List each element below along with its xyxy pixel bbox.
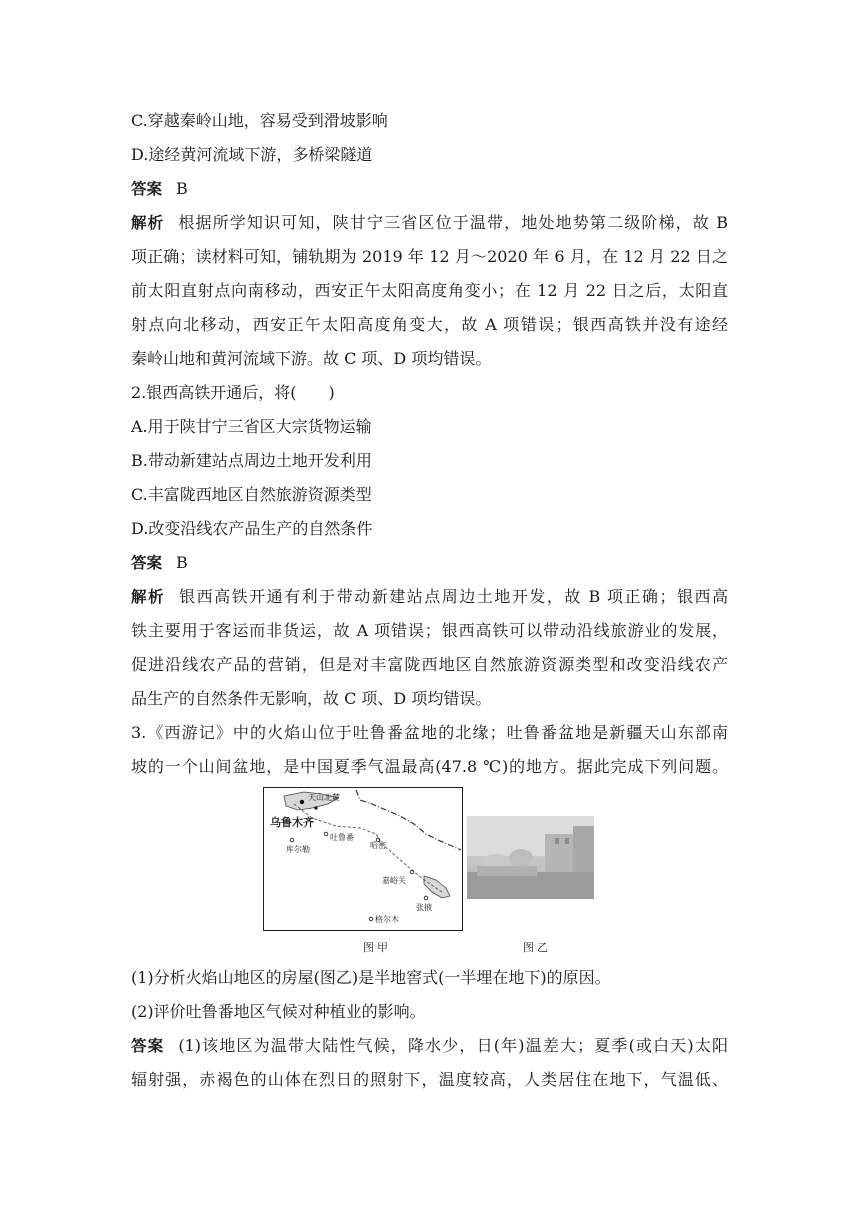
analysis-text: 银西高铁开通有利于带动新建站点周边土地开发，故 B 项正确；银西高 [179,587,728,606]
map-label-urumqi: 乌鲁木齐 [270,816,314,829]
city-dot [314,806,317,809]
option-d: D.途经黄河流域下游，多桥梁隧道 [131,145,373,164]
option-c: C.丰富陇西地区自然旅游资源类型 [131,485,372,504]
city-dot [324,832,328,836]
analysis-line: 射点向北移动，西安正午太阳高度角变大，故 A 项错误；银西高铁并没有途经 [131,315,728,334]
analysis-line: 铁主要用于客运而非货运，故 A 项错误；银西高铁可以带动沿线旅游业的发展， [131,621,728,640]
analysis-line: 前太阳直射点向南移动，西安正午太阳高度角变小；在 12 月 22 日之后，太阳直 [131,281,728,300]
city-dot [424,896,428,900]
house-photo-svg [467,816,594,899]
analysis-line: 品生产的自然条件无影响，故 C 项、D 项均错误。 [131,689,492,708]
map-label-korla: 库尔勒 [286,845,310,854]
analysis-line [131,586,728,608]
analysis-text: 根据所学知识可知，陕甘宁三省区位于温带，地处地势第二级阶梯，故 B [178,213,728,232]
option-b: B.带动新建站点周边土地开发利用 [131,451,372,470]
map-label-golmud: 格尔木 [375,915,399,924]
option-c: C.穿越秦岭山地，容易受到滑坡影响 [131,111,388,130]
map-label-jiayuguan: 嘉峪关 [382,876,406,885]
city-dot [369,917,373,921]
option-d: D.改变沿线农产品生产的自然条件 [131,519,373,538]
map-label-zhangye: 张掖 [416,903,432,912]
answer-label: 答案 [131,180,163,198]
analysis-line: 秦岭山地和黄河流域下游。故 C 项、D 项均错误。 [131,349,492,368]
answer-label: 答案 [131,554,163,572]
answer-value: B [176,179,188,198]
house-photo [467,816,594,899]
answer-line-2 [131,552,188,574]
map-label-hami: 哈密 [370,841,386,850]
answer-label: 答案 [131,1037,165,1055]
answer-text: (1)该地区为温带大陆性气候，降水少，日(年)温差大；夏季(或白天)太阳 [178,1036,728,1055]
question-2: 2.银西高铁开通后，将( ) [131,383,335,402]
analysis-label: 解析 [131,588,166,606]
answer-line-1 [131,178,188,200]
map-label-tianshan: 天山北麓 [308,793,340,802]
answer-value: B [176,553,188,572]
analysis-line: 项正确；读材料可知，铺轨期为 2019 年 12 月～2020 年 6 月，在 12 月 22 日之 [131,247,728,266]
option-a: A.用于陕甘宁三省区大宗货物运输 [131,417,372,436]
question-3-cont: 坡的一个山间盆地，是中国夏季气温最高(47.8 ℃)的地方。据此完成下列问题。 [131,757,728,776]
sub-question-2: (2)评价吐鲁番地区气候对种植业的影响。 [131,1002,426,1021]
sub-question-1: (1)分析火焰山地区的房屋(图乙)是半地窖式(一半埋在地下)的原因。 [131,968,611,987]
analysis-line [131,212,728,234]
railway-line [294,804,442,892]
hexi-shape [424,876,450,898]
answer-line: 辐射强，赤褐色的山体在烈日的照射下，温度较高，人类居住在地下，气温低、 [131,1070,728,1089]
answer-line-3 [131,1035,728,1057]
map-label-turpan: 吐鲁番 [330,833,354,842]
question-3: 3.《西游记》中的火焰山位于吐鲁番盆地的北缘；吐鲁番盆地是新疆天山东部南 [131,723,728,742]
map-svg [264,788,462,930]
caption-fig-a: 图甲 [363,941,391,954]
caption-fig-b: 图乙 [523,941,551,954]
analysis-label: 解析 [131,214,165,232]
city-dot [290,838,294,842]
city-dot [300,800,304,804]
map-figure [263,787,463,931]
analysis-line: 促进沿线农产品的营销，但是对丰富陇西地区自然旅游资源类型和改变沿线农产 [131,655,728,674]
